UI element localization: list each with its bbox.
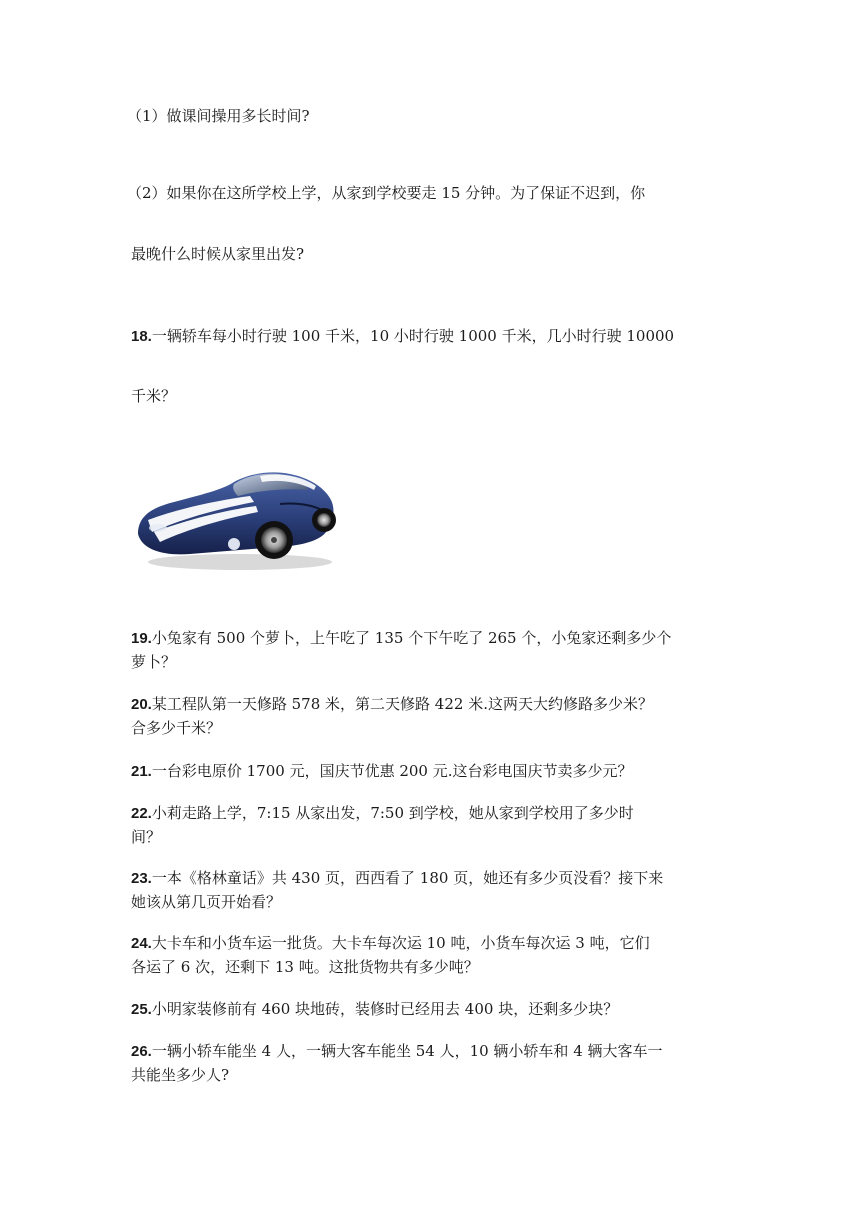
question-number: 20. [131, 696, 152, 713]
question-text: 某工程队第一天修路 578 米，第二天修路 422 米.这两天大约修路多少米？ [151, 695, 653, 713]
question-text: 共能坐多少人? [131, 1066, 230, 1084]
sports-car-image [130, 462, 340, 574]
question-23-line-2 [131, 891, 281, 913]
question-26-line-2 [131, 1064, 229, 1086]
question-number: 18. [131, 328, 152, 345]
question-number: 19. [131, 630, 152, 647]
question-18-line-2 [131, 385, 176, 407]
question-19-line-1 [131, 627, 671, 650]
question-text: 千米？ [131, 387, 177, 405]
question-text: 各运了 6 次，还剩下 13 吨。这批货物共有多少吨？ [131, 958, 479, 976]
question-number: 25. [131, 1001, 152, 1018]
question-25-line-1 [131, 998, 618, 1021]
question-24-line-1 [131, 932, 650, 955]
question-text: 一辆轿车每小时行驶 100 千米，10 小时行驶 1000 千米，几小时行驶 10000 [151, 327, 675, 345]
question-text: 小莉走路上学，7:15 从家出发，7:50 到学校，她从家到学校用了多少时 [151, 804, 634, 822]
question-number: 26. [131, 1043, 152, 1060]
question-number: 24. [131, 935, 152, 952]
question-22-line-2 [131, 826, 161, 848]
question-23-line-1 [131, 867, 663, 890]
question-number: 23. [131, 870, 152, 887]
question-20-line-1 [131, 693, 653, 716]
question-text: 小兔家有 500 个萝卜，上午吃了 135 个下午吃了 265 个，小兔家还剩多少个 [151, 629, 672, 647]
question-20-line-2 [131, 717, 221, 739]
question-number: 22. [131, 805, 152, 822]
question-text: 一台彩电原价 1700 元，国庆节优惠 200 元.这台彩电国庆节卖多少元？ [151, 762, 633, 780]
sub-question-2-text-1: （2）如果你在这所学校上学，从家到学校要走 15 分钟。为了保证不迟到，你 [127, 184, 646, 202]
question-26-line-1 [131, 1040, 663, 1063]
question-text: 萝卜？ [131, 653, 177, 671]
question-text: 大卡车和小货车运一批货。大卡车每次运 10 吨，小货车每次运 3 吨，它们 [151, 934, 650, 952]
sub-question-1-text: （1）做课间操用多长时间? [127, 107, 310, 125]
question-text: 一本《格林童话》共 430 页，西西看了 180 页，她还有多少页没看？接下来 [151, 869, 664, 887]
question-text: 间？ [131, 828, 162, 846]
question-22-line-1 [131, 802, 634, 825]
sub-question-2-text-2: 最晚什么时候从家里出发? [131, 245, 305, 263]
sub-question-2-line-2 [131, 243, 304, 265]
question-text: 一辆小轿车能坐 4 人，一辆大客车能坐 54 人，10 辆小轿车和 4 辆大客车一 [151, 1042, 663, 1060]
question-18-line-1 [131, 325, 674, 348]
sub-question-1 [127, 105, 310, 127]
question-text: 她该从第几页开始看？ [131, 893, 282, 911]
question-19-line-2 [131, 651, 176, 673]
question-24-line-2 [131, 956, 479, 978]
question-21-line-1 [131, 760, 633, 783]
question-text: 小明家装修前有 460 块地砖，装修时已经用去 400 块，还剩多少块？ [151, 1000, 619, 1018]
sub-question-2-line-1 [127, 182, 645, 204]
question-number: 21. [131, 763, 152, 780]
question-text: 合多少千米？ [131, 719, 222, 737]
